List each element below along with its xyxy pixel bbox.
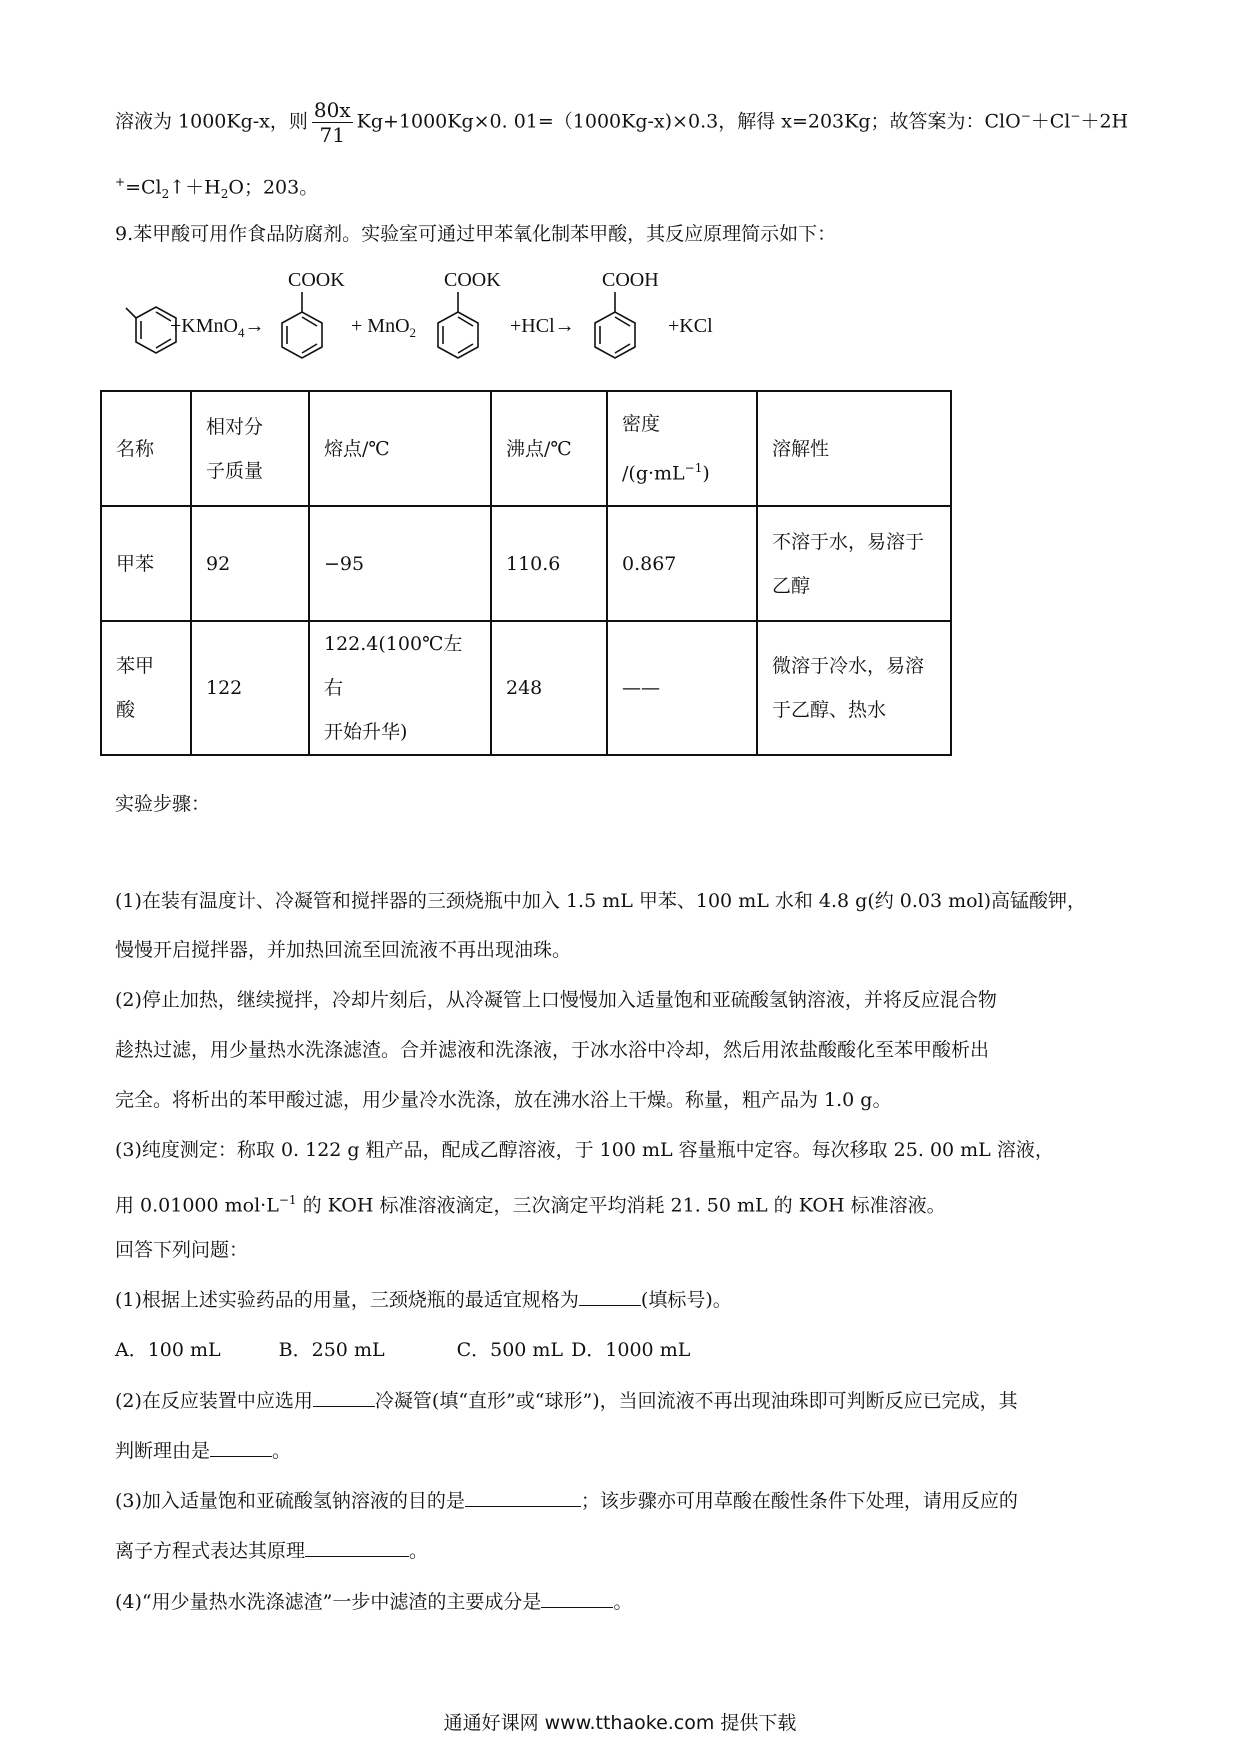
- potassium-benzoate-structure: [438, 292, 478, 358]
- procedure-step-2-line-3: 完全。将析出的苯甲酸过滤，用少量冷水洗涤，放在沸水浴上干燥。称量，粗产品为 1.0 g。: [115, 1089, 892, 1111]
- fraction: [312, 98, 353, 147]
- question-3-line-2: 离子方程式表达其原理 。: [115, 1540, 429, 1562]
- table-header-row: [101, 391, 951, 506]
- product-mno2: + MnO$_2$: [351, 315, 417, 340]
- subscript: 2: [220, 187, 229, 202]
- solution-text: O；203。: [228, 176, 319, 199]
- answer-blank[interactable]: [313, 1388, 375, 1407]
- superscript: −: [1020, 109, 1031, 124]
- toluene-structure: [126, 307, 176, 353]
- cell-mw: 122: [191, 621, 309, 755]
- answer-blank[interactable]: [541, 1589, 613, 1608]
- procedure-title: 实验步骤：: [115, 793, 211, 815]
- properties-table: [100, 390, 952, 756]
- answer-blank[interactable]: [305, 1538, 409, 1557]
- table-row-benzoic-acid: [101, 621, 951, 755]
- solution-text: ＋Cl: [1030, 110, 1071, 133]
- header-density: [607, 391, 757, 506]
- option-d: D．1000 mL: [571, 1339, 691, 1361]
- cell-solubility: 微溶于冷水，易溶 于乙醇、热水: [757, 621, 951, 755]
- cell-name: 苯甲 酸: [101, 621, 191, 755]
- subscript: 2: [161, 187, 170, 202]
- solution-text: Kg+1000Kg×0. 01=（1000Kg-x)×0.3，解得 x=203Kg；故答案为：ClO: [356, 110, 1021, 133]
- benzoic-acid-structure: [595, 292, 635, 358]
- header-text: $/(g\cdot mL^{-1})$: [622, 460, 710, 485]
- reaction-scheme: [110, 262, 760, 374]
- cell-mw: 92: [191, 506, 309, 621]
- table-row-toluene: [101, 506, 951, 621]
- question-4: (4)“用少量热水洗涤滤渣”一步中滤渣的主要成分是 。: [115, 1591, 633, 1613]
- question-3: (3)加入适量饱和亚硫酸氢钠溶液的目的是 ；该步骤亦可用草酸在酸性条件下处理，请用反应的: [115, 1490, 1018, 1512]
- solution-text: ＋2H: [1080, 110, 1129, 133]
- reagent-kmno4: +KMnO$_4$→: [170, 315, 265, 340]
- procedure-step-3-line-2: 用 0.01000 $mol\cdot L^{-1}$ 的 KOH 标准溶液滴定，三次滴定平均消耗 21. 50 mL 的 KOH 标准溶液。: [115, 1193, 946, 1217]
- fraction-denominator: 71: [319, 123, 345, 147]
- header-solubility: 溶解性: [757, 391, 951, 506]
- header-molecular-weight: [191, 391, 309, 506]
- fraction-numerator: 80x: [313, 98, 351, 122]
- reagent-hcl: +HCl→: [510, 315, 575, 337]
- header-boiling-point: 沸点/℃: [491, 391, 607, 506]
- procedure-step-2-line-1: (2)停止加热，继续搅拌，冷却片刻后，从冷凝管上口慢慢加入适量饱和亚硫酸氢钠溶液，并将反应混合物: [115, 989, 997, 1011]
- option-c: C．500 mL: [456, 1339, 564, 1361]
- header-name: 名称: [101, 391, 191, 506]
- solution-line-1: [115, 98, 1129, 147]
- question-9-intro: 9.苯甲酸可用作食品防腐剂。实验室可通过甲苯氧化制苯甲酸，其反应原理简示如下：: [115, 223, 837, 245]
- cooh-label: COOH: [602, 269, 659, 291]
- page-footer: 通通好课网 www.tthaoke.com 提供下载: [443, 1712, 797, 1734]
- cell-bp: 110.6: [491, 506, 607, 621]
- procedure-step-1-line-2: 慢慢开启搅拌器，并加热回流至回流液不再出现油珠。: [115, 939, 572, 961]
- solution-text: =Cl: [125, 176, 162, 199]
- potassium-benzoate-structure: [282, 292, 322, 358]
- answer-blank[interactable]: [579, 1287, 641, 1306]
- question-1: (1)根据上述实验药品的用量，三颈烧瓶的最适宜规格为 (填标号)。: [115, 1289, 732, 1311]
- cell-solubility: 不溶于水，易溶于 乙醇: [757, 506, 951, 621]
- cell-mp: −95: [309, 506, 491, 621]
- cell-density: ——: [607, 621, 757, 755]
- cook-label-1: COOK: [288, 269, 345, 291]
- option-b: B．250 mL: [278, 1339, 385, 1361]
- question-2-line-2: 判断理由是 。: [115, 1440, 292, 1462]
- solution-text: ↑＋H: [169, 176, 221, 199]
- superscript: −: [1070, 109, 1081, 124]
- questions-title: 回答下列问题：: [115, 1239, 249, 1261]
- cell-bp: 248: [491, 621, 607, 755]
- cell-mp: 122.4(100℃左右 开始升华): [309, 621, 491, 755]
- solution-text: 溶液为 1000Kg-x，则: [115, 110, 308, 133]
- answer-blank[interactable]: [210, 1438, 272, 1457]
- header-text: 子质量: [206, 459, 264, 482]
- header-melting-point: 熔点/℃: [309, 391, 491, 506]
- header-text: 相对分: [206, 415, 264, 438]
- procedure-step-1-line-1: (1)在装有温度计、冷凝管和搅拌器的三颈烧瓶中加入 1.5 mL 甲苯、100 mL 水和 4.8 g(约 0.03 mol)高锰酸钾，: [115, 890, 1087, 912]
- option-a: A．100 mL: [115, 1339, 221, 1361]
- answer-blank[interactable]: [465, 1488, 581, 1507]
- procedure-step-2-line-2: 趁热过滤，用少量热水洗涤滤渣。合并滤液和洗涤液，于冰水浴中冷却，然后用浓盐酸酸化至苯甲酸析出: [115, 1039, 990, 1061]
- cook-label-2: COOK: [444, 269, 501, 291]
- cell-density: 0.867: [607, 506, 757, 621]
- solution-line-2: [115, 168, 1125, 208]
- superscript: +: [115, 175, 126, 189]
- header-text: 密度: [622, 412, 661, 435]
- cell-name: 甲苯: [101, 506, 191, 621]
- question-1-options: [115, 1336, 1125, 1364]
- procedure-step-3-line-1: (3)纯度测定：称取 0. 122 g 粗产品，配成乙醇溶液，于 100 mL 容量瓶中定容。每次移取 25. 00 mL 溶液，: [115, 1139, 1054, 1161]
- product-kcl: +KCl: [668, 315, 713, 337]
- question-2: (2)在反应装置中应选用 冷凝管(填“直形”或“球形”)，当回流液不再出现油珠即可判断反应已完成，其: [115, 1390, 1018, 1412]
